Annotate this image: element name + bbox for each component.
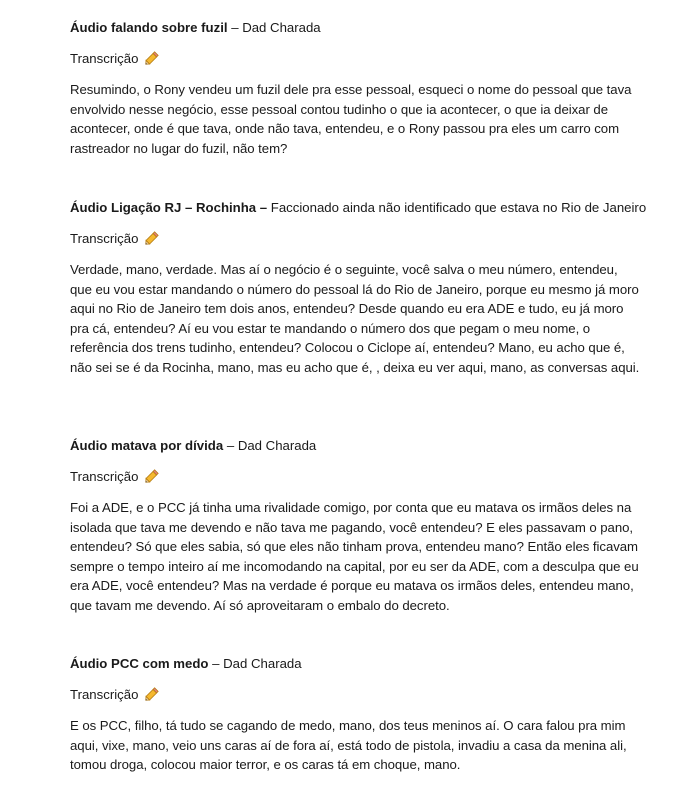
section-heading: [70, 199, 647, 217]
audio-section-4: [70, 655, 642, 775]
audio-section-3: [70, 437, 642, 615]
section-title: Áudio matava por dívida: [70, 438, 224, 453]
section-title: Áudio falando sobre fuzil: [70, 20, 228, 35]
pencil-icon: [143, 49, 161, 67]
section-title: Áudio PCC com medo: [70, 656, 209, 671]
transcript-text: Verdade, mano, verdade. Mas aí o negócio é o seguinte, você salva o meu número, entendeu, que eu vou estar mandando o número do pessoal lá do Rio de Janeiro, porque eu mesmo já moro aqui no Rio de Janeiro tem dois anos, entendeu? Desde quando eu era ADE e tudo, eu já moro pra cá, entendeu? Aí eu vou estar te mandando o número dos que pegam o meu nome, o referência dos trens tudinho, entendeu? Colocou o Ciclope aí, entendeu? Mano, eu acho que é, não sei se é da Rocinha, mano, mas eu acho que é, , deixa eu ver aqui, mano, as conversas aqui.: [70, 262, 640, 375]
pencil-icon: [143, 685, 161, 703]
transcricao-label: Transcrição: [70, 51, 139, 66]
section-heading: [70, 437, 642, 455]
transcricao-label-row: [70, 230, 642, 248]
audio-section-2: [70, 199, 647, 377]
transcript-text: E os PCC, filho, tá tudo se cagando de medo, mano, dos teus meninos aí. O cara falou pra mim aqui, vixe, mano, veio uns caras aí de fora aí, está todo de pistola, invadiu a casa da menina ali, tomou droga, colocou maior terror, e os caras tá em choque, mano.: [70, 718, 627, 772]
transcricao-label: Transcrição: [70, 231, 139, 246]
transcricao-label-row: [70, 468, 642, 486]
transcricao-label: Transcrição: [70, 469, 139, 484]
pencil-icon: [143, 229, 161, 247]
section-heading: [70, 19, 642, 37]
section-speaker: – Dad Charada: [223, 438, 317, 453]
transcricao-label: Transcrição: [70, 687, 139, 702]
transcricao-label-row: [70, 686, 642, 704]
section-speaker: – Dad Charada: [208, 656, 302, 671]
section-title: Áudio Ligação RJ – Rochinha –: [70, 200, 268, 215]
audio-section-1: [70, 19, 642, 158]
transcript-text: Resumindo, o Rony vendeu um fuzil dele pra esse pessoal, esqueci o nome do pessoal que tava envolvido nesse negócio, esse pessoal contou tudinho o que ia acontecer, o que ia deixar de acontecer, onde é que tava, onde não tava, entendeu, e o Rony passou pra eles um carro com rastreador no lugar do fuzil, não tem?: [70, 82, 632, 156]
transcricao-label-row: [70, 50, 642, 68]
pencil-icon: [143, 467, 161, 485]
section-speaker: – Dad Charada: [227, 20, 321, 35]
section-heading: [70, 655, 642, 673]
section-speaker: Faccionado ainda não identificado que estava no Rio de Janeiro: [267, 200, 647, 215]
transcript-text: Foi a ADE, e o PCC já tinha uma rivalidade comigo, por conta que eu matava os irmãos deles na isolada que tava me devendo e não tava me pagando, você entendeu? E eles passavam o pano, entendeu? Só que eles sabia, só que eles não tinham prova, entendeu mano? Então eles ficavam sempre o tempo inteiro aí me incomodando na capital, por eu ser da ADE, com a desculpa que eu era ADE, você entendeu? Mas na verdade é porque eu matava os irmãos deles, entendeu mano, que tavam me devendo. Aí só aproveitaram o embalo do decreto.: [70, 500, 639, 613]
